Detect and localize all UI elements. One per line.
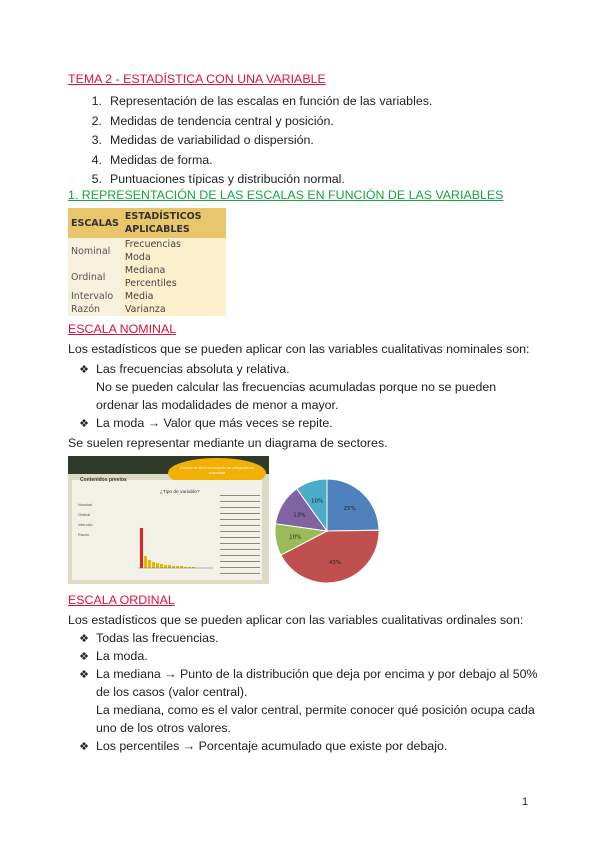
speech-bubble: Cuando se tiene un conjunto de categorías no ordenadas: [168, 458, 266, 488]
pie-slice: [327, 479, 379, 531]
pie-chart: [272, 476, 382, 586]
table-row: Moda: [68, 251, 226, 264]
pie-slice-label: 10%: [311, 498, 324, 505]
list-item: ❖ Los percentiles → Porcentaje acumulado que existe por debajo.: [72, 737, 447, 756]
list-item: 3. Medidas de variabilidad o dispersión.: [91, 133, 314, 147]
list-item: 5. Puntuaciones típicas y distribución normal.: [91, 172, 345, 186]
list-item: ❖ Todas las frecuencias.: [72, 629, 219, 648]
list-item: 2. Medidas de tendencia central y posición.: [91, 113, 334, 128]
table-row: Nominal Frecuencias: [68, 238, 226, 251]
scales-table: [68, 208, 226, 316]
slide-thumbnail: Cuando se tiene un conjunto de categorías no ordenadas Contenidos previos ¿Tipo de variable? Nominal Ordinal Intervalo Razón: [68, 456, 269, 584]
list-item: 1. Representación de las escalas en función de las variables.: [91, 94, 433, 108]
note-line: No se pueden calcular las frecuencias acumuladas porque no se pueden: [96, 380, 497, 394]
slide-bar-chart: [68, 456, 269, 584]
document-title: TEMA 2 - ESTADÍSTICA CON UNA VARIABLE: [68, 72, 326, 86]
nominal-heading: ESCALA NOMINAL: [68, 322, 177, 336]
ordinal-intro: Los estadísticos que se pueden aplicar con las variables cualitativas ordinales son:: [68, 613, 524, 627]
diamond-bullet-icon: ❖: [79, 651, 89, 663]
table-header-stats: ESTADÍSTICOS APLICABLES: [122, 208, 226, 238]
nominal-intro: Los estadísticos que se pueden aplicar con las variables cualitativas nominales son:: [68, 342, 530, 356]
pie-slice-label: 25%: [343, 506, 356, 513]
diamond-bullet-icon: ❖: [79, 633, 89, 645]
diamond-bullet-icon: ❖: [79, 741, 89, 753]
list-item: ❖ La moda → Valor que más veces se repite.: [72, 414, 333, 433]
pie-slice-label: 13%: [293, 512, 306, 519]
section-heading: 1. REPRESENTACIÓN DE LAS ESCALAS EN FUNCIÓN DE LAS VARIABLES: [68, 188, 504, 202]
pie-slice-label: 43%: [328, 560, 342, 567]
ordinal-heading: ESCALA ORDINAL: [68, 593, 175, 607]
list-item: ❖ Las frecuencias absoluta y relativa.: [72, 360, 290, 379]
nominal-after: Se suelen representar mediante un diagrama de sectores.: [68, 436, 388, 450]
list-item: ❖ La moda.: [72, 647, 148, 666]
slide-bullet: Contenidos previos: [80, 477, 127, 483]
diamond-bullet-icon: ❖: [79, 669, 89, 681]
table-row: Intervalo Media: [68, 290, 226, 303]
note-line: de los casos (valor central).: [96, 685, 248, 699]
list-item: ❖ La mediana → Punto de la distribución que deja por encima y por debajo al 50%: [72, 665, 538, 684]
table-header-scales: ESCALAS: [68, 208, 122, 238]
table-row: Ordinal Mediana: [68, 264, 226, 277]
note-line: La mediana, como es el valor central, permite conocer qué posición ocupa cada: [96, 703, 535, 717]
note-line: uno de los otros valores.: [96, 721, 231, 735]
diamond-bullet-icon: ❖: [79, 364, 89, 376]
list-item: 4. Medidas de forma.: [91, 152, 213, 167]
diamond-bullet-icon: ❖: [79, 418, 89, 430]
pie-slice-label: 10%: [289, 534, 302, 541]
topic-list: [68, 92, 432, 190]
note-line: ordenar las modalidades de menor a mayor.: [96, 398, 339, 412]
page-number: 1: [522, 796, 529, 808]
table-row: Percentiles: [68, 277, 226, 290]
table-row: Razón Varianza: [68, 303, 226, 316]
slide-question: ¿Tipo de variable?: [160, 490, 200, 495]
